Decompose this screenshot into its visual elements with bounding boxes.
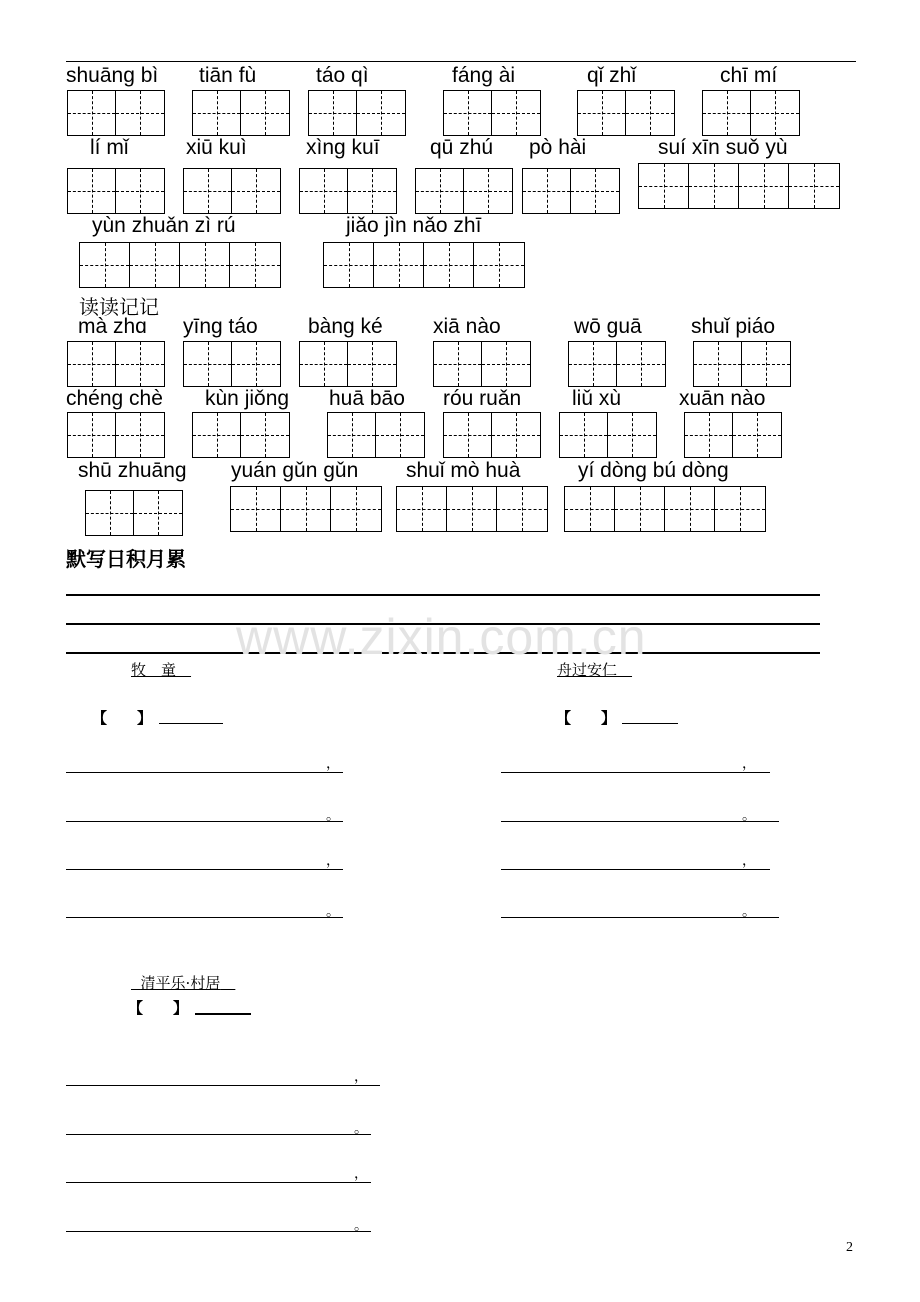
poem-title: 牧 童 [131,661,177,679]
pinyin-label: xìng kuī [306,136,380,159]
pinyin-label: yuán gǔn gǔn [231,459,359,482]
pinyin-label: táo qì [316,64,369,87]
pinyin-label: mà zhɑ [78,315,147,338]
pinyin-label: pò hài [529,136,587,159]
character-grid[interactable] [684,412,782,458]
answer-line[interactable] [66,1213,371,1232]
pinyin-label: wō guā [574,315,642,338]
answer-line[interactable] [501,899,779,918]
pinyin-label: suí xīn suǒ yù [658,136,788,159]
period-mark: 。 [354,1121,368,1137]
pinyin-label: qǐ zhǐ [587,64,637,87]
period-mark: 。 [742,904,756,920]
character-grid[interactable] [192,90,290,136]
author-bracket: 【 】 [128,999,189,1017]
pinyin-label: lí mǐ [90,136,129,159]
answer-line[interactable] [66,754,343,773]
pinyin-label: shuǐ mò huà [406,459,521,482]
character-grid[interactable] [443,90,541,136]
character-grid[interactable] [693,341,791,387]
period-mark: 。 [326,904,340,920]
author-blank[interactable] [195,1013,251,1015]
pinyin-label: yí dòng bú dòng [578,459,729,482]
character-grid[interactable] [577,90,675,136]
section-title: 读读记记 [79,295,159,319]
comma-mark: ， [742,853,756,869]
author-bracket: 【 】 [556,709,617,727]
poem-title: 清平乐·村居 [140,974,221,992]
top-rule [66,61,856,62]
character-grid[interactable] [308,90,406,136]
comma-mark: ， [742,756,756,772]
character-grid[interactable] [638,163,840,209]
character-grid[interactable] [183,341,281,387]
answer-line[interactable] [501,803,779,822]
pinyin-label: yīng táo [183,315,258,338]
poem-title: 舟过安仁 [557,661,618,679]
pinyin-label: bàng ké [308,315,383,338]
character-grid[interactable] [85,490,183,536]
answer-line[interactable] [501,851,770,870]
character-grid[interactable] [568,341,666,387]
answer-line[interactable] [66,851,343,870]
pinyin-label: yùn zhuǎn zì rú [92,214,236,237]
character-grid[interactable] [299,341,397,387]
pinyin-label: fáng ài [452,64,516,87]
character-grid[interactable] [183,168,281,214]
author-bracket: 【 】 [92,709,153,727]
character-grid[interactable] [559,412,657,458]
character-grid[interactable] [192,412,290,458]
character-grid[interactable] [433,341,531,387]
character-grid[interactable] [230,486,382,532]
comma-mark: ， [354,1166,368,1182]
pinyin-label: kùn jiǒng [205,387,290,410]
character-grid[interactable] [443,412,541,458]
pinyin-label: róu ruǎn [443,387,522,410]
comma-mark: ， [326,756,340,772]
dictation-title: 默写日积月累 [66,547,186,571]
pinyin-label: shū zhuāng [78,459,187,482]
character-grid[interactable] [702,90,800,136]
period-mark: 。 [354,1218,368,1234]
writing-line[interactable] [66,594,820,596]
answer-line[interactable] [66,1116,371,1135]
answer-line[interactable] [66,803,343,822]
answer-line[interactable] [66,899,343,918]
character-grid[interactable] [522,168,620,214]
watermark: www.zixin.com.cn [236,609,647,665]
answer-line[interactable] [66,1164,371,1183]
pinyin-label: xuān nào [679,387,766,410]
comma-mark: ， [326,853,340,869]
character-grid[interactable] [67,168,165,214]
character-grid[interactable] [299,168,397,214]
author-blank[interactable] [622,723,678,724]
character-grid[interactable] [67,341,165,387]
character-grid[interactable] [67,412,165,458]
pinyin-label: chéng chè [66,387,163,410]
period-mark: 。 [326,808,340,824]
pinyin-label: shuāng bì [66,64,159,87]
character-grid[interactable] [327,412,425,458]
author-blank[interactable] [159,723,223,724]
character-grid[interactable] [415,168,513,214]
pinyin-label: qū zhú [430,136,494,159]
pinyin-label: xiā nào [433,315,501,338]
pinyin-label: tiān fù [199,64,257,87]
pinyin-label: chī mí [720,64,778,87]
character-grid[interactable] [79,242,281,288]
pinyin-label: liǔ xù [572,387,622,410]
comma-mark: ， [354,1069,368,1085]
page-number: 2 [846,1240,853,1255]
character-grid[interactable] [323,242,525,288]
pinyin-label: xiū kuì [186,136,247,159]
answer-line[interactable] [66,1067,380,1086]
character-grid[interactable] [67,90,165,136]
answer-line[interactable] [501,754,770,773]
pinyin-label: jiǎo jìn nǎo zhī [346,214,482,237]
character-grid[interactable] [564,486,766,532]
pinyin-label: shuǐ piáo [691,315,776,338]
character-grid[interactable] [396,486,548,532]
pinyin-label: huā bāo [329,387,405,410]
period-mark: 。 [742,808,756,824]
